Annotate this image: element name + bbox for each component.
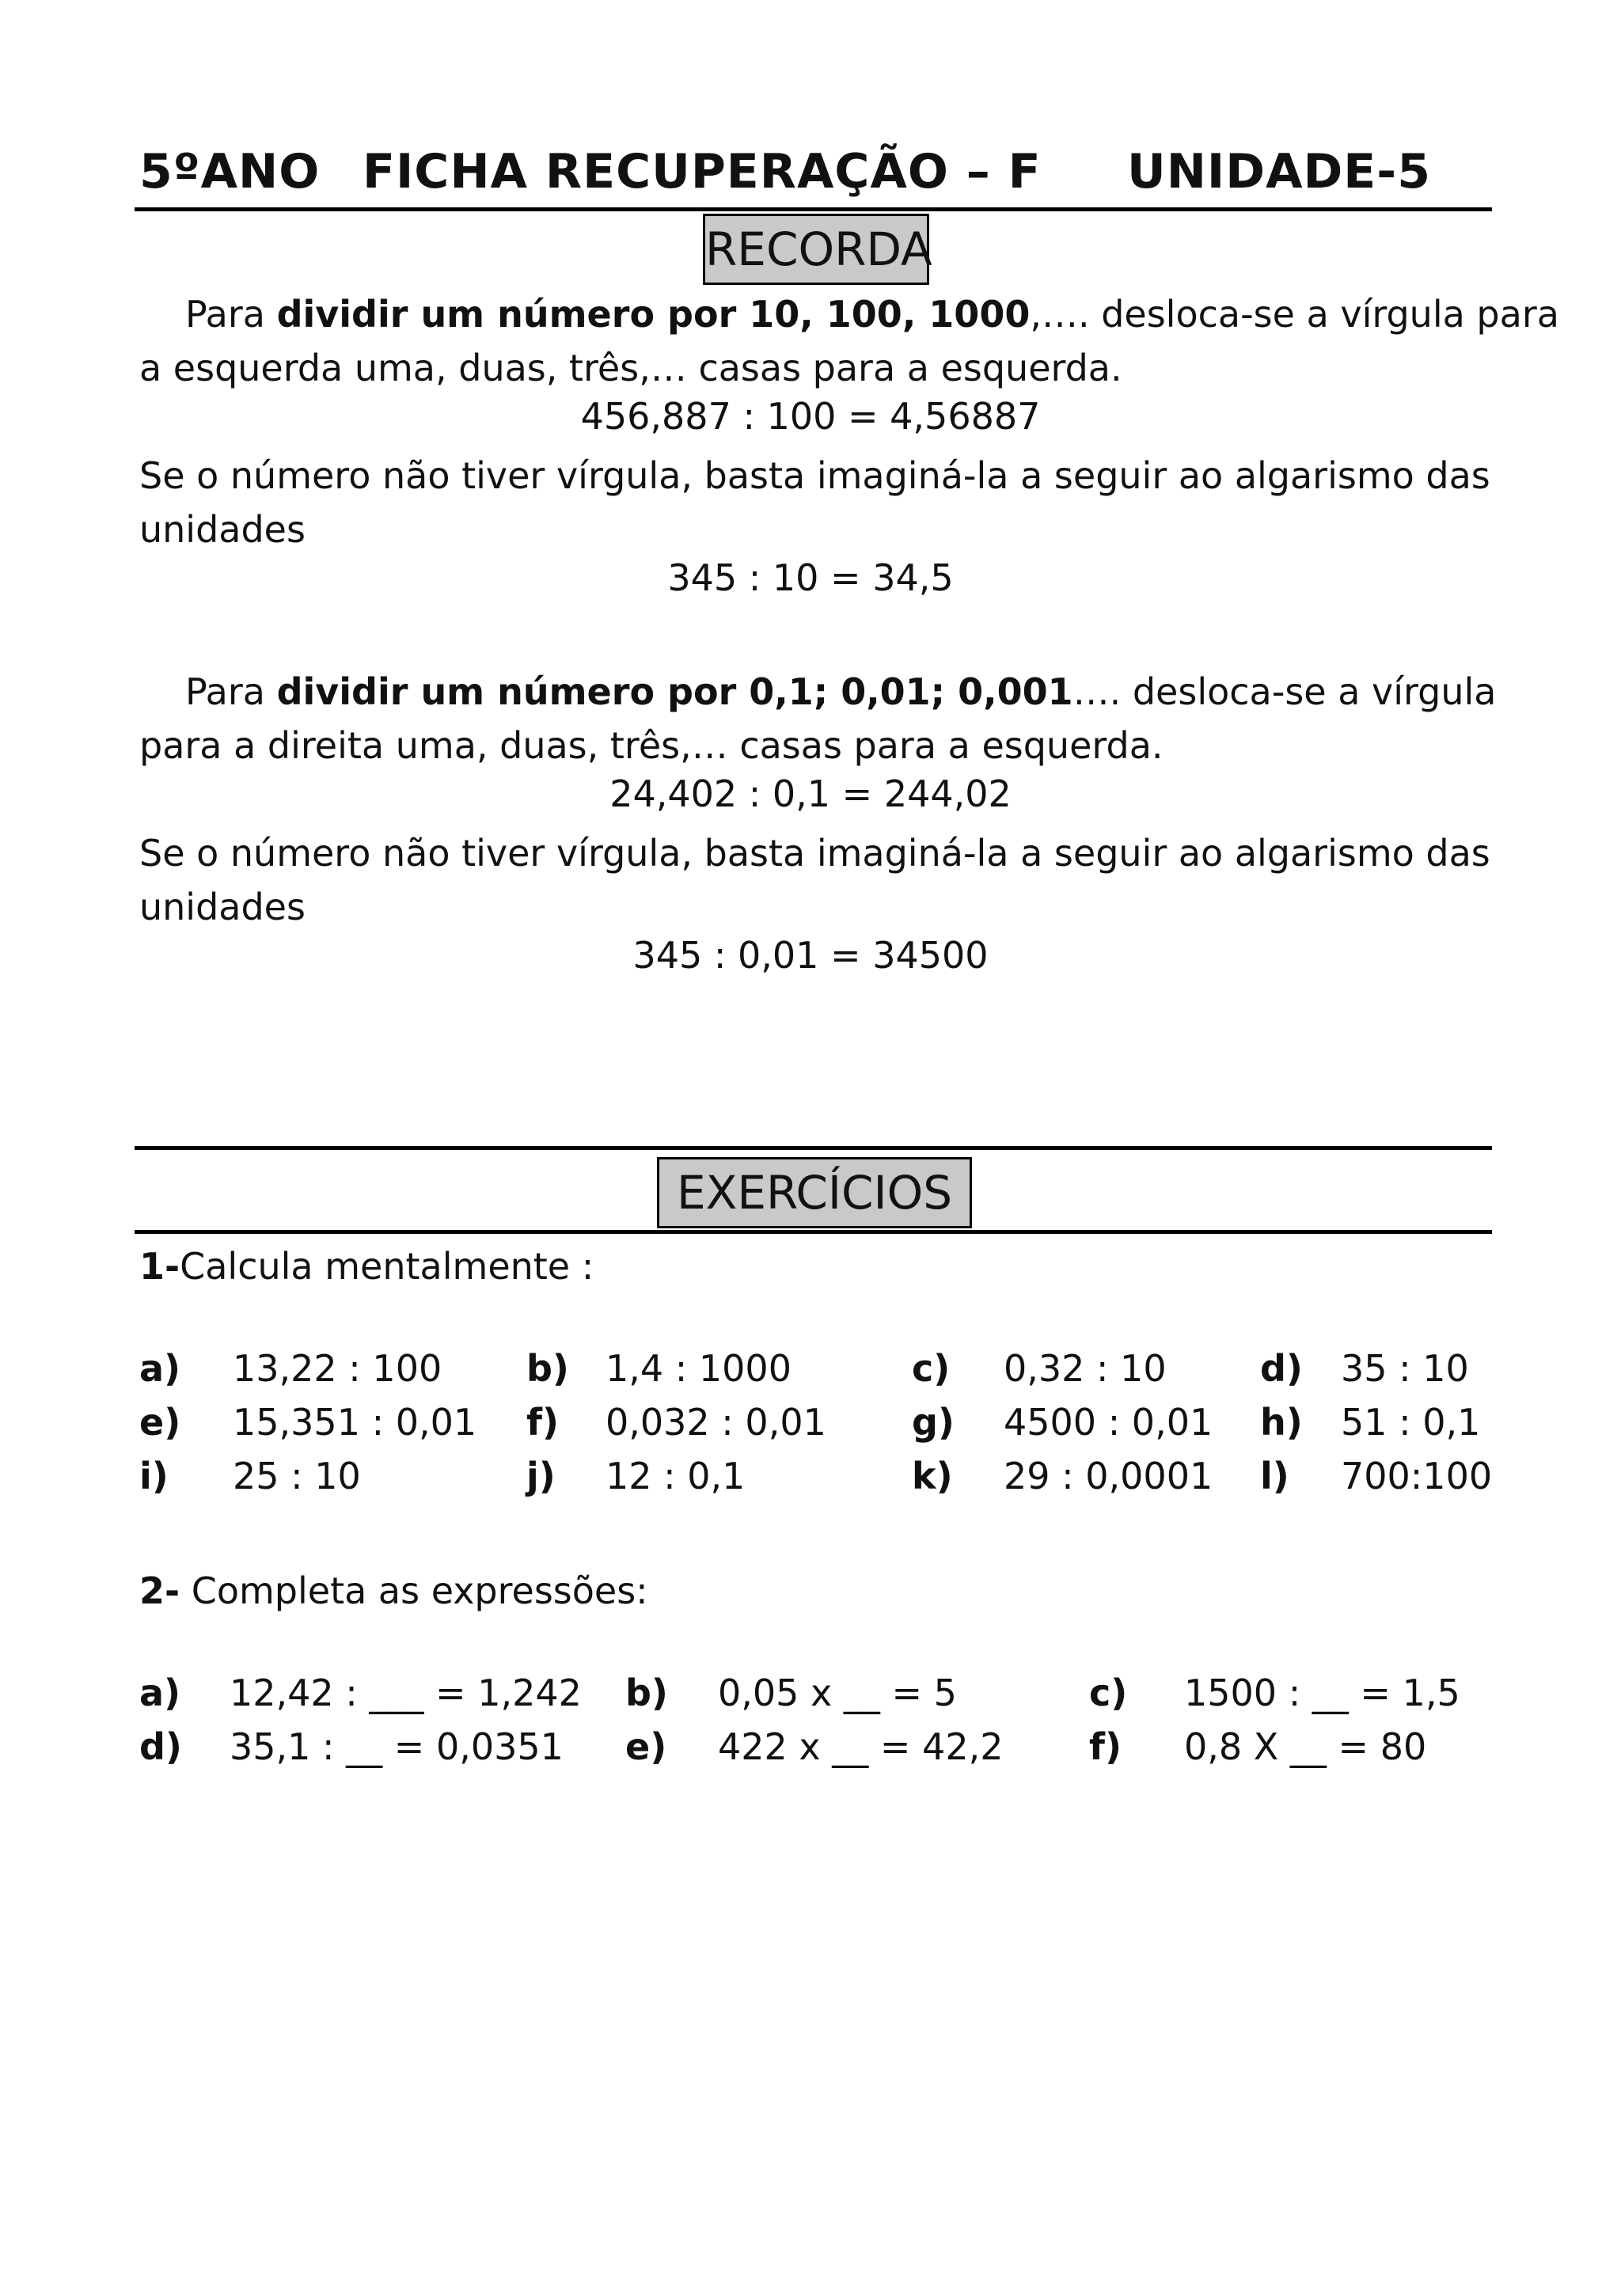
ex1-expression: 4500 : 0,01 [1004,1401,1213,1444]
ex2-title: Completa as expressões: [180,1569,648,1612]
rule1-note-line2: unidades [139,508,306,551]
ex2-label: b) [625,1672,668,1714]
ex1-label: c) [912,1347,951,1390]
ex1-label: l) [1260,1455,1289,1497]
ex1-label: d) [1260,1347,1303,1390]
ex1-expression: 0,032 : 0,01 [606,1401,826,1444]
ex1-label: b) [526,1347,569,1390]
rule1-intro: Para [185,293,277,336]
ex1-label: k) [912,1455,953,1497]
ex1-expression: 29 : 0,0001 [1004,1455,1213,1497]
ex2-heading [139,1564,648,1618]
exercicios-heading: EXERCÍCIOS [657,1157,972,1228]
ex1-expression: 35 : 10 [1341,1347,1469,1390]
ex2-expression: 12,42 : ___ = 1,242 [230,1672,582,1714]
ex1-label: h) [1260,1401,1303,1444]
rule2-line1 [185,665,1496,719]
ex1-expression: 25 : 10 [233,1455,361,1497]
rule1-rest: ,…. desloca-se a vírgula para [1030,293,1559,336]
ex2-label: f) [1089,1725,1122,1768]
ex2-expression: 422 x __ = 42,2 [718,1725,1004,1768]
unit-label: UNIDADE-5 [1127,144,1431,199]
rule2-bold: dividir um número por 0,1; 0,01; 0,001 [276,670,1073,713]
ex1-label: f) [526,1401,560,1444]
exercicios-rule [135,1230,1492,1234]
ex2-expression: 0,8 X __ = 80 [1184,1725,1427,1768]
rule1-note-line1: Se o número não tiver vírgula, basta imaginá-la a seguir ao algarismo das [139,454,1490,497]
rule2-example2: 345 : 0,01 = 34500 [632,934,989,977]
ex2-label: a) [139,1672,181,1714]
rule1-line1 [185,287,1559,341]
ex1-label: e) [139,1401,181,1444]
rule2-intro: Para [185,670,277,713]
rule1-bold: dividir um número por 10, 100, 1000 [276,293,1031,336]
ex1-label: a) [139,1347,181,1390]
ex2-label: e) [625,1725,667,1768]
rule1-line2: a esquerda uma, duas, três,… casas para a esquerda. [139,347,1122,389]
ex1-expression: 15,351 : 0,01 [233,1401,477,1444]
rule1-example2: 345 : 10 = 34,5 [667,556,954,599]
rule1-example: 456,887 : 100 = 4,56887 [580,395,1041,438]
ex2-expression: 35,1 : __ = 0,0351 [230,1725,564,1768]
rule2-note-line1: Se o número não tiver vírgula, basta imaginá-la a seguir ao algarismo das [139,832,1490,875]
rule2-note-line2: unidades [139,886,306,928]
worksheet-title: FICHA RECUPERAÇÃO – F [363,144,1042,199]
rule2-line2: para a direita uma, duas, três,… casas para a esquerda. [139,724,1164,767]
ex1-heading [139,1239,594,1293]
ex1-expression: 1,4 : 1000 [606,1347,792,1390]
header-rule [135,207,1492,211]
section-divider [135,1146,1492,1150]
ex1-expression: 13,22 : 100 [233,1347,442,1390]
ex2-label: d) [139,1725,182,1768]
ex2-expression: 1500 : __ = 1,5 [1184,1672,1460,1714]
ex1-label: i) [139,1455,169,1497]
ex2-number: 2- [139,1569,180,1612]
rule2-example: 24,402 : 0,1 = 244,02 [609,772,1012,815]
ex1-expression: 700:100 [1341,1455,1493,1497]
rule2-rest: …. desloca-se a vírgula [1072,670,1497,713]
ex1-number: 1- [139,1245,180,1288]
ex1-expression: 12 : 0,1 [606,1455,746,1497]
ex1-expression: 51 : 0,1 [1341,1401,1481,1444]
recorda-heading: RECORDA [703,214,929,285]
ex1-expression: 0,32 : 10 [1004,1347,1167,1390]
grade-label: 5ºANO [139,144,321,199]
ex1-label: g) [912,1401,955,1444]
ex1-title: Calcula mentalmente : [180,1245,594,1288]
ex1-label: j) [526,1455,556,1497]
ex2-expression: 0,05 x __ = 5 [718,1672,957,1714]
ex2-label: c) [1089,1672,1128,1714]
